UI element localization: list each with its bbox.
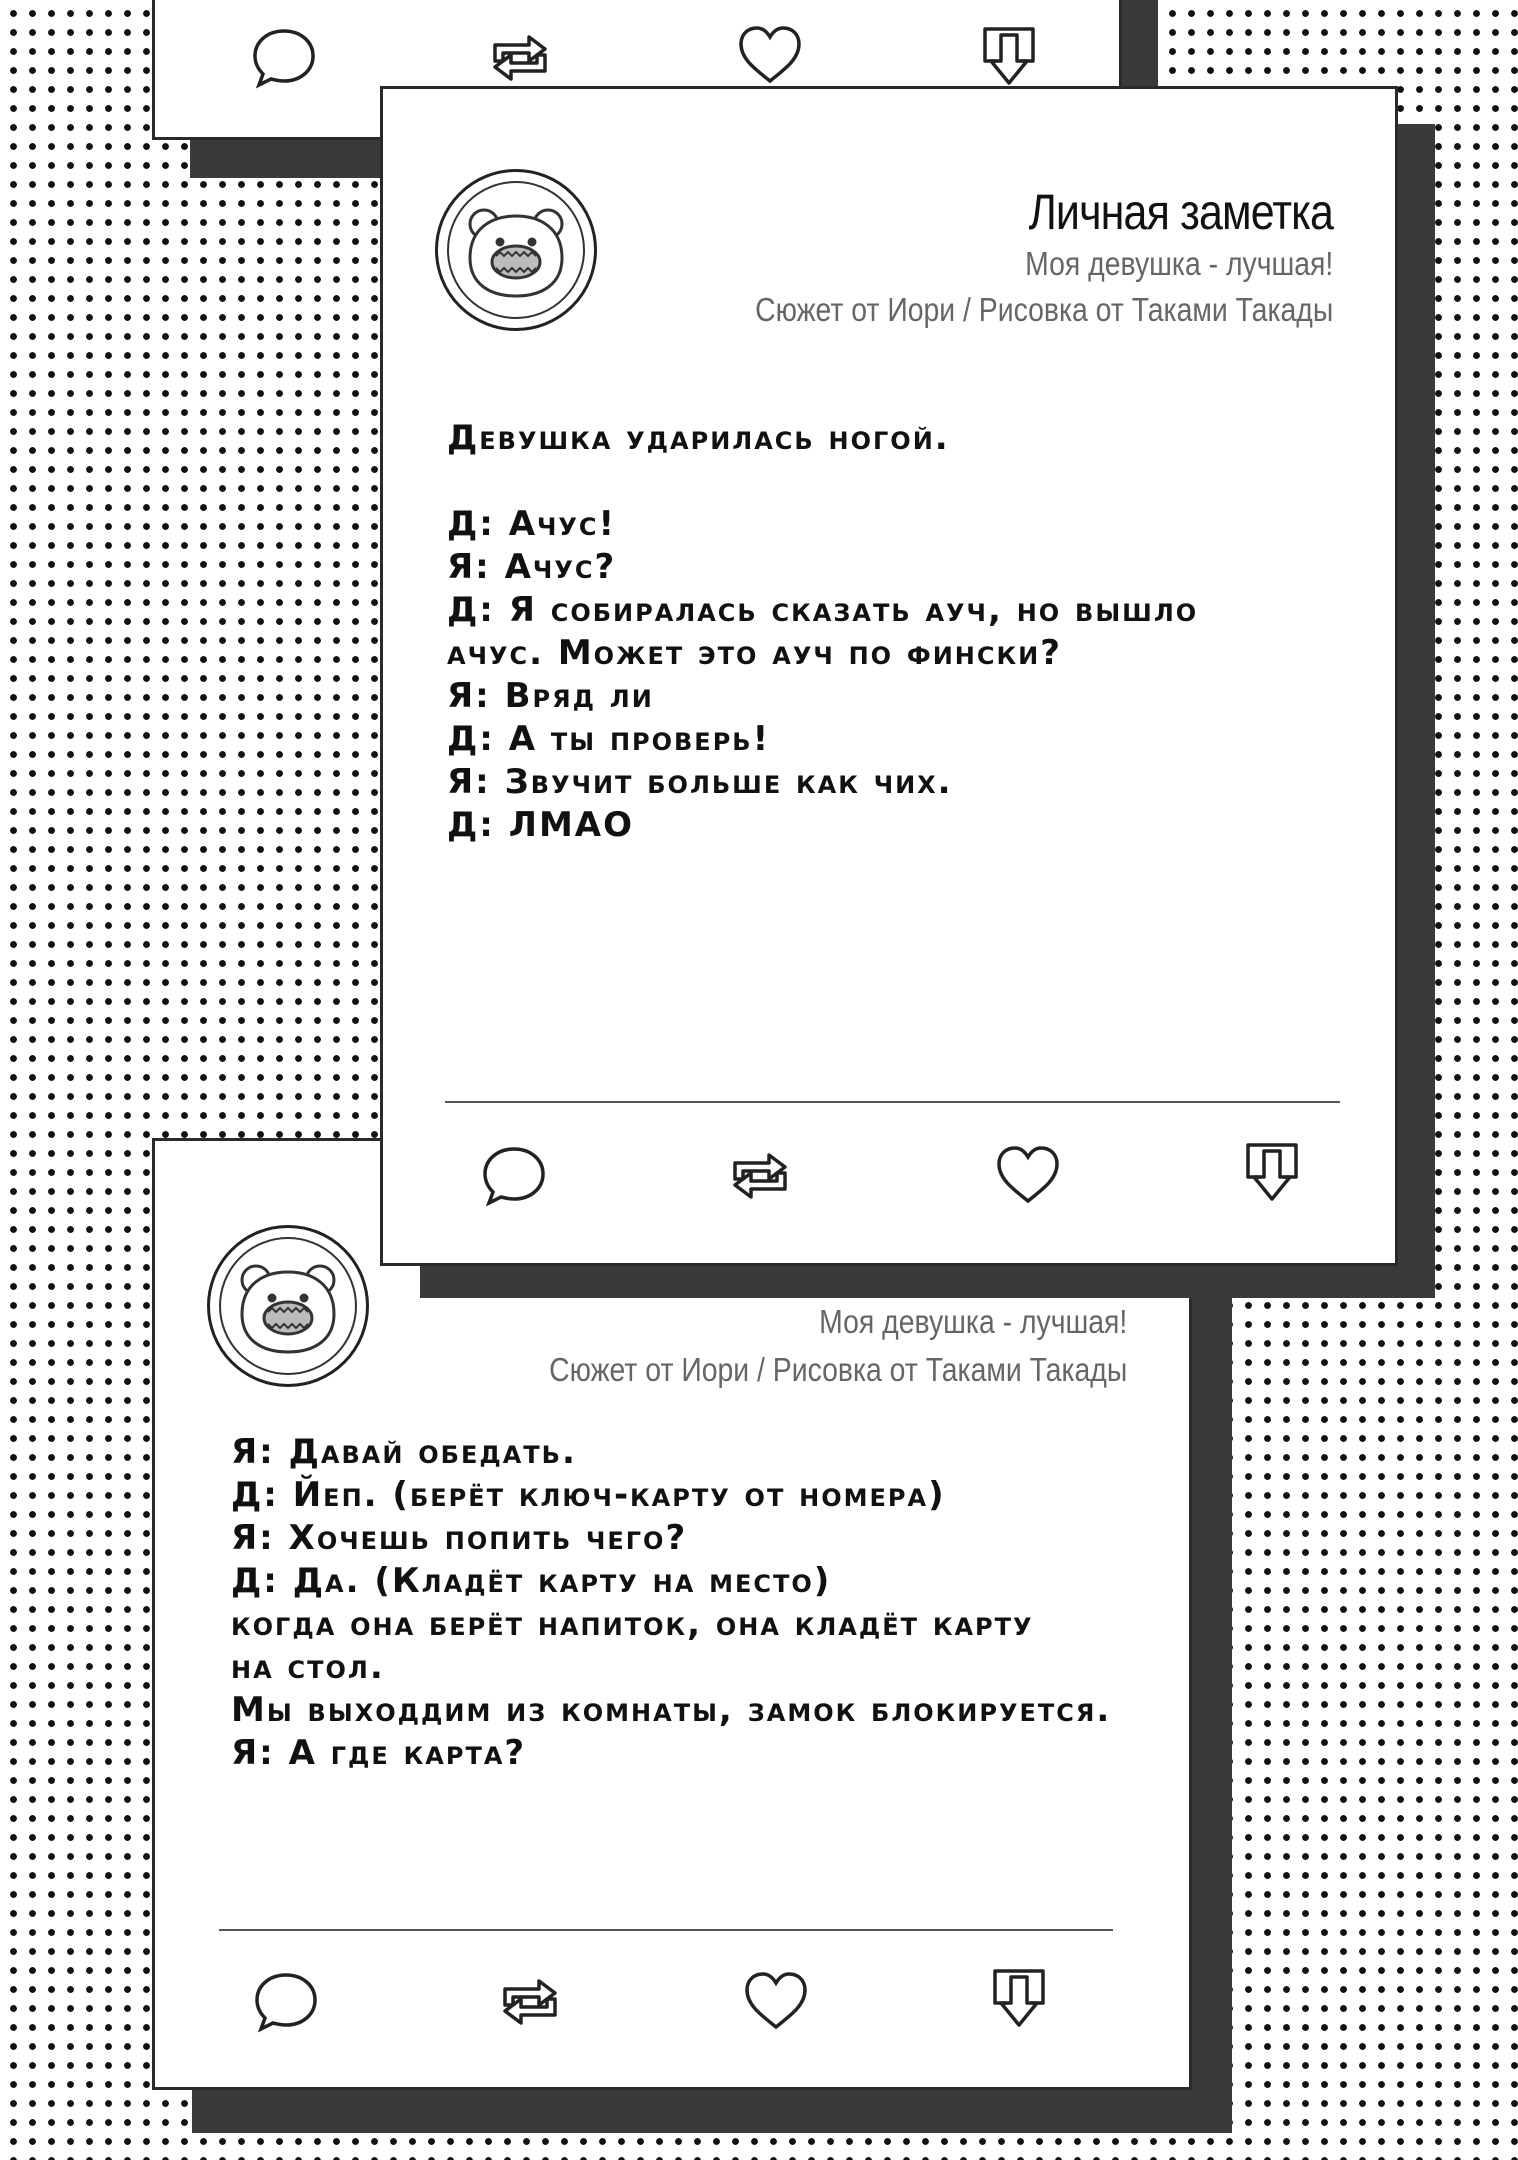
post-divider [445, 1101, 1340, 1103]
heart-icon[interactable] [741, 1967, 811, 2037]
post-line: Я: Хочешь попить чего? [231, 1518, 688, 1558]
repost-icon[interactable] [725, 1141, 795, 1211]
post-body [447, 417, 1198, 847]
post-body [231, 1431, 1111, 1775]
post-line: Д: ЛМАО [447, 805, 635, 845]
post-intro: Девушка ударилась ногой. [447, 418, 950, 458]
comment-icon[interactable] [479, 1141, 549, 1211]
post-line: Я: Звучит больше как чих. [447, 762, 953, 802]
bear-icon [210, 1228, 366, 1384]
post-line: ачус. Может это ауч по фински? [447, 633, 1062, 673]
post-subtitle: Моя девушка - лучшая! [818, 1303, 1127, 1340]
share-icon[interactable] [1238, 1137, 1308, 1207]
post-line: Д: Да. (Кладёт карту на место) [231, 1561, 832, 1601]
comment-icon[interactable] [249, 23, 319, 93]
post-line: Мы выходдим из комнаты, замок блокируется. [231, 1690, 1112, 1730]
post-line: Я: Ачус? [447, 547, 617, 587]
heart-icon[interactable] [735, 21, 805, 91]
repost-icon[interactable] [495, 1967, 565, 2037]
post-credits: Сюжет от Иори / Рисовка от Таками Такады [548, 1351, 1127, 1388]
post-line: Я: А где карта? [231, 1733, 527, 1773]
share-icon[interactable] [975, 21, 1045, 91]
heart-icon[interactable] [993, 1141, 1063, 1211]
post-line: Д: Я собиралась сказать ауч, но вышло [447, 590, 1199, 630]
repost-icon[interactable] [485, 23, 555, 93]
comment-icon[interactable] [251, 1967, 321, 2037]
post-line: Я: Вряд ли [447, 676, 654, 716]
post1-card [380, 86, 1398, 1266]
post-title: Личная заметка [1028, 184, 1333, 240]
post-line: Я: Давай обедать. [231, 1432, 577, 1472]
post-line: Д: Йеп. (берёт ключ-карту от номера) [231, 1475, 946, 1515]
post-line: на стол. [231, 1647, 385, 1687]
post-divider [219, 1929, 1113, 1931]
avatar[interactable] [207, 1225, 369, 1387]
post-credits: Сюжет от Иори / Рисовка от Таками Такады [754, 291, 1333, 328]
post-line: Д: А ты проверь! [447, 719, 771, 759]
post-subtitle: Моя девушка - лучшая! [1024, 245, 1333, 282]
bear-icon [438, 172, 594, 328]
avatar[interactable] [435, 169, 597, 331]
share-icon[interactable] [985, 1963, 1055, 2033]
post-line: Д: Ачус! [447, 504, 617, 544]
post-line: когда она берёт напиток, она кладёт карту [231, 1604, 1034, 1644]
